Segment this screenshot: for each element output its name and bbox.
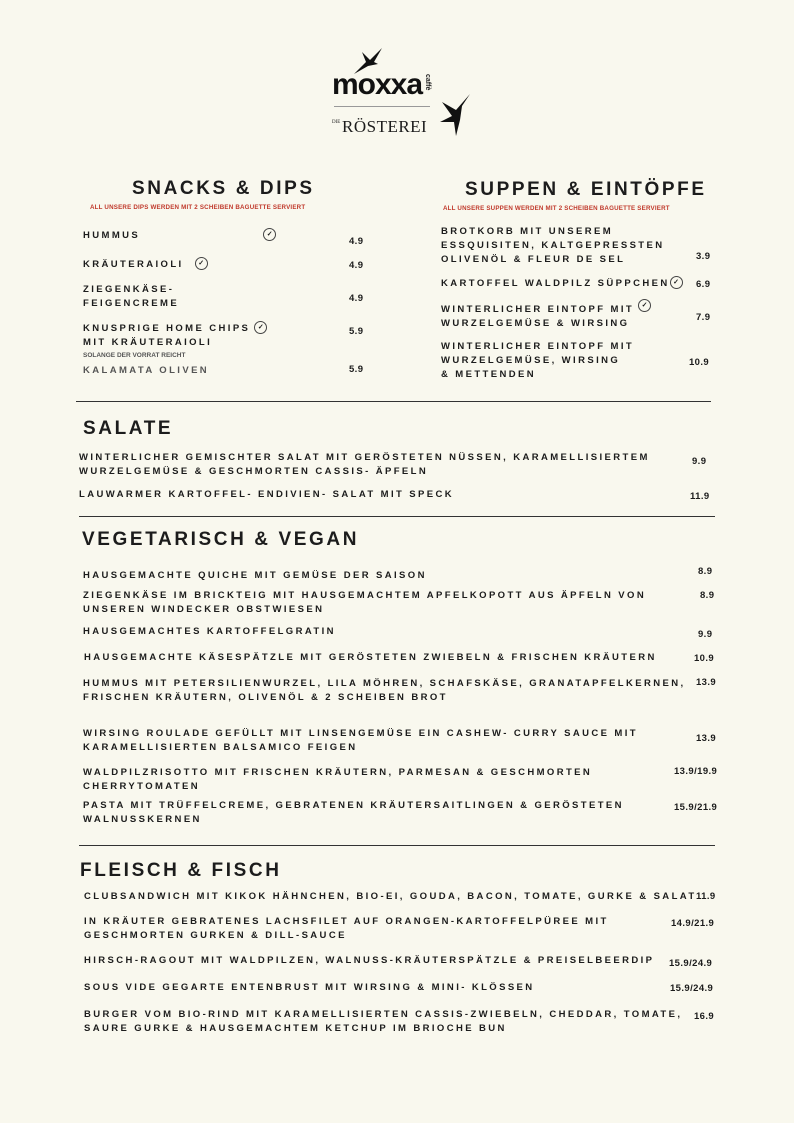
menu-item-name: HAUSGEMACHTES KARTOFFELGRATIN (83, 626, 336, 637)
menu-item-entenbrust (84, 981, 535, 995)
menu-item-name: & METTENDEN (441, 369, 537, 380)
menu-item-name: CHERRYTOMATEN (83, 781, 201, 792)
menu-item-name: LAUWARMER KARTOFFEL- ENDIVIEN- SALAT MIT SPECK (79, 489, 454, 500)
menu-item-name: WIRSING ROULADE GEFÜLLT MIT LINSENGEMÜSE EIN CASHEW- CURRY SAUCE MIT (83, 728, 638, 739)
menu-item-name: CLUBSANDWICH MIT KIKOK HÄHNCHEN, BIO-EI, GOUDA, BACON, TOMATE, GURKE & SALAT (84, 891, 697, 902)
menu-item-name: WINTERLICHER GEMISCHTER SALAT MIT GERÖSTETEN NÜSSEN, KARAMELLISIERTEM (79, 452, 650, 463)
section-divider (79, 845, 715, 846)
logo-brand-sub: caffè (424, 74, 431, 91)
menu-item-name: WURZELGEMÜSE, WIRSING (441, 355, 621, 366)
menu-item-price: 6.9 (696, 279, 711, 290)
menu-item-price: 10.9 (694, 653, 715, 664)
menu-item-price: 8.9 (698, 566, 713, 577)
menu-item-name: KARTOFFEL WALDPILZ SÜPPCHEN (441, 278, 670, 290)
menu-item-kartoffelsalat (79, 488, 454, 502)
menu-item-hirsch-ragout (84, 954, 654, 968)
menu-item-name: SAURE GURKE & HAUSGEMACHTEM KETCHUP IM BRIOCHE BUN (84, 1023, 507, 1034)
menu-item-home-chips (83, 322, 267, 350)
menu-item-pasta-trueffel (83, 799, 624, 827)
menu-item-ziegenkaese (83, 283, 179, 311)
menu-item-kartoffelsuppe (441, 277, 683, 291)
menu-item-eintopf-vegan (441, 303, 651, 331)
menu-item-price: 9.9 (692, 456, 707, 467)
menu-item-name: SOUS VIDE GEGARTE ENTENBRUST MIT WIRSING & MINI- KLÖSSEN (84, 982, 535, 993)
menu-item-name: UNSEREN WINDECKER OBSTWIESEN (83, 604, 325, 615)
snacks-title: SNACKS & DIPS (132, 178, 315, 199)
menu-item-hummus (83, 229, 276, 243)
fleisch-title: FLEISCH & FISCH (80, 860, 282, 881)
menu-item-name: WALDPILZRISOTTO MIT FRISCHEN KRÄUTERN, PARMESAN & GESCHMORTEN (83, 767, 593, 778)
section-divider (76, 401, 711, 402)
menu-item-name: HAUSGEMACHTE KÄSESPÄTZLE MIT GERÖSTETEN ZWIEBELN & FRISCHEN KRÄUTERN (84, 652, 657, 663)
vegan-leaf-icon: ✓ (195, 257, 208, 270)
logo-roastery: RÖSTEREI (342, 117, 428, 136)
menu-item-price: 3.9 (696, 251, 711, 262)
menu-item-name: HUMMUS MIT PETERSILIENWURZEL, LILA MÖHREN, SCHAFSKÄSE, GRANATAPFELKERNEN, (83, 678, 686, 689)
menu-item-wirsing-roulade (83, 727, 638, 755)
hummingbird-icon (436, 92, 472, 138)
menu-item-hummus-teller (83, 677, 686, 705)
menu-item-name: IN KRÄUTER GEBRATENES LACHSFILET AUF ORANGEN-KARTOFFELPÜREE MIT (84, 916, 609, 927)
menu-item-name: HUMMUS (83, 230, 141, 242)
menu-item-oliven (83, 364, 209, 378)
menu-item-name: WINTERLICHER EINTOPF MIT (441, 304, 635, 316)
snacks-note: ALL UNSERE DIPS WERDEN MIT 2 SCHEIBEN BAGUETTE SERVIERT (90, 204, 306, 211)
menu-item-price: 16.9 (694, 1011, 715, 1022)
menu-item-name: WURZELGEMÜSE & WIRSING (441, 318, 630, 330)
salate-title: SALATE (83, 418, 174, 439)
section-divider (79, 516, 715, 517)
menu-item-price: 5.9 (349, 326, 364, 337)
vegan-leaf-icon: ✓ (263, 228, 276, 241)
menu-item-name: FRISCHEN KRÄUTERN, OLIVENÖL & 2 SCHEIBEN BROT (83, 692, 448, 703)
menu-item-kaesespaetzle (84, 651, 657, 665)
menu-item-price: 8.9 (700, 590, 715, 601)
vegan-leaf-icon: ✓ (254, 321, 267, 334)
vegetarisch-title: VEGETARISCH & VEGAN (82, 529, 360, 550)
menu-item-name: KNUSPRIGE HOME CHIPS (83, 323, 251, 335)
menu-item-quiche (83, 569, 427, 583)
menu-item-name: KALAMATA OLIVEN (83, 365, 210, 376)
logo-divider (334, 106, 430, 107)
menu-item-name: HIRSCH-RAGOUT MIT WALDPILZEN, WALNUSS-KRÄUTERSPÄTZLE & PREISELBEERDIP (84, 955, 655, 966)
menu-item-name: MIT KRÄUTERAIOLI (83, 337, 213, 349)
menu-item-name: KARAMELLISIERTEN BALSAMICO FEIGEN (83, 742, 358, 753)
menu-item-name: WINTERLICHER EINTOPF MIT (441, 341, 635, 352)
menu-item-name: ZIEGENKÄSE IM BRICKTEIG MIT HAUSGEMACHTEM APFELKOPOTT AUS ÄPFELN VON (83, 590, 647, 601)
menu-item-price: 11.9 (696, 891, 716, 902)
menu-item-name: WURZELGEMÜSE & GESCHMORTEN CASSIS- ÄPFELN (79, 466, 429, 477)
menu-item-brotkorb (441, 225, 665, 267)
menu-item-clubsandwich (84, 890, 697, 904)
menu-item-price: 5.9 (349, 364, 364, 375)
menu-item-name: ESSQUISITEN, KALTGEPRESSTEN (441, 240, 665, 251)
menu-item-name: PASTA MIT TRÜFFELCREME, GEBRATENEN KRÄUTERSAITLINGEN & GERÖSTETEN (83, 800, 624, 811)
logo-roastery-prefix: DIE (332, 120, 341, 125)
menu-item-name: FEIGENCREME (83, 298, 180, 309)
menu-item-price: 11.9 (690, 491, 710, 502)
menu-item-burger (84, 1008, 682, 1036)
menu-item-waldpilzrisotto (83, 766, 592, 794)
menu-item-name: BROTKORB MIT UNSEREM (441, 226, 614, 237)
menu-item-lachsfilet (84, 915, 609, 943)
menu-item-kraeuteraioli (83, 258, 208, 272)
menu-item-name: BURGER VOM BIO-RIND MIT KARAMELLISIERTEN CASSIS-ZWIEBELN, CHEDDAR, TOMATE, (84, 1009, 683, 1020)
menu-item-price: 13.9/19.9 (674, 766, 718, 777)
menu-item-name: KRÄUTERAIOLI (83, 259, 184, 271)
menu-item-name: ZIEGENKÄSE- (83, 284, 175, 295)
menu-item-name: HAUSGEMACHTE QUICHE MIT GEMÜSE DER SAISON (83, 570, 427, 581)
logo (330, 44, 480, 144)
menu-item-salat-winter (79, 451, 650, 479)
menu-item-name: WALNUSSKERNEN (83, 814, 202, 825)
menu-item-ziegenkaese-brickteig (83, 589, 646, 617)
menu-item-price: 7.9 (696, 312, 711, 323)
menu-item-price: 15.9/21.9 (674, 802, 718, 813)
menu-item-price: 9.9 (698, 629, 713, 640)
menu-item-kartoffelgratin (83, 625, 336, 639)
menu-item-price: 4.9 (349, 236, 364, 247)
menu-item-price: 14.9/21.9 (671, 918, 715, 929)
menu-item-name: OLIVENÖL & FLEUR DE SEL (441, 254, 626, 265)
menu-item-price: 10.9 (689, 357, 710, 368)
suppen-note: ALL UNSERE SUPPEN WERDEN MIT 2 SCHEIBEN BAGUETTE SERVIERT (443, 205, 670, 212)
logo-brand: moxxa (332, 68, 423, 101)
menu-item-price: 15.9/24.9 (669, 958, 713, 969)
suppen-title: SUPPEN & EINTÖPFE (465, 179, 707, 200)
menu-item-name: GESCHMORTEN GURKEN & DILL-SAUCE (84, 930, 347, 941)
menu-item-price: 13.9 (696, 733, 717, 744)
menu-item-price: 4.9 (349, 260, 364, 271)
menu-item-price: 13.9 (696, 677, 717, 688)
menu-item-price: 4.9 (349, 293, 364, 304)
vegan-leaf-icon: ✓ (670, 276, 683, 289)
vegan-leaf-icon: ✓ (638, 299, 651, 312)
menu-item-price: 15.9/24.9 (670, 983, 714, 994)
menu-item-sub: SOLANGE DER VORRAT REICHT (83, 352, 186, 359)
menu-item-eintopf-mettenden (441, 340, 634, 382)
